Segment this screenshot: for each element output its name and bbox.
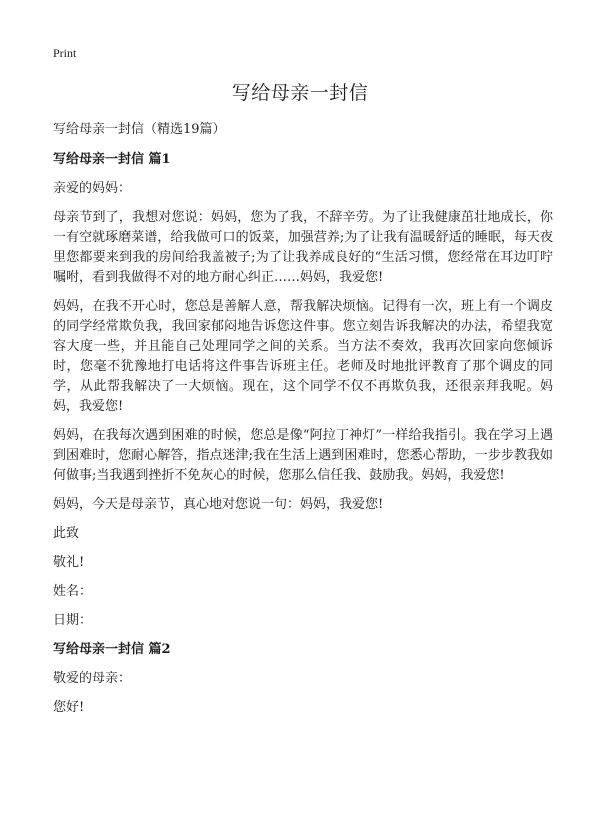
section-heading-1: 写给母亲一封信 篇1	[53, 152, 171, 167]
letter-paragraph: 妈妈，在我不开心时，您总是善解人意，帮我解决烦恼。记得有一次，班上有一个调皮的同学经常欺负我，我回家郁闷地告诉您这件事。您立刻告诉我解决的办法，希望我宽容大度一些，并且能自己处理同学之间的关系。当方法不奏效，我再次回家向您倾诉时，您毫不犹豫地打电话将这件事告诉班主任。老师及时地批评教育了那个调皮的同学，从此帮我解决了一大烦恼。现在，这个同学不仅不再欺负我，还很亲拜我呢。妈妈，我爱您!	[53, 299, 553, 414]
letter-closing: 此致	[53, 526, 80, 541]
letter-paragraph: 母亲节到了，我想对您说：妈妈，您为了我，不辞辛劳。为了让我健康茁壮地成长，你一有空就琢磨菜谱，给我做可口的饭菜，加强营养;为了让我有温暖舒适的睡眠，每天夜里您都要来到我的房间给我盖被子;为了让我养成良好的“生活习惯，您经常在耳边叮咛嘱咐，看到我做得不对的地方耐心纠正……妈妈，我爱您!	[53, 210, 553, 285]
letter-date-field: 日期：	[53, 613, 93, 628]
document-subtitle: 写给母亲一封信（精选19篇）	[53, 122, 226, 137]
letter-greeting: 敬爱的母亲：	[53, 671, 132, 686]
letter-paragraph: 您好!	[53, 700, 85, 715]
page-title: 写给母亲一封信	[231, 82, 369, 104]
letter-paragraph: 妈妈，在我每次遇到困难的时候，您总是像“阿拉丁神灯”一样给我指引。我在学习上遇到困难时，您耐心解答，指点迷津;我在生活上遇到困难时，您悉心帮助，一步步教我如何做事;当我遇到挫折不免灰心的时候，您那么信任我、鼓励我。妈妈，我爱您!	[53, 428, 553, 483]
letter-salute: 敬礼!	[53, 555, 85, 570]
letter-name-field: 姓名：	[53, 584, 93, 599]
print-link[interactable]: Print	[53, 46, 77, 60]
letter-greeting: 亲爱的妈妈：	[53, 181, 132, 196]
document-body	[53, 120, 553, 727]
section-heading-2: 写给母亲一封信 篇2	[53, 642, 171, 657]
letter-paragraph: 妈妈，今天是母亲节，真心地对您说一句：妈妈，我爱您!	[53, 497, 384, 512]
